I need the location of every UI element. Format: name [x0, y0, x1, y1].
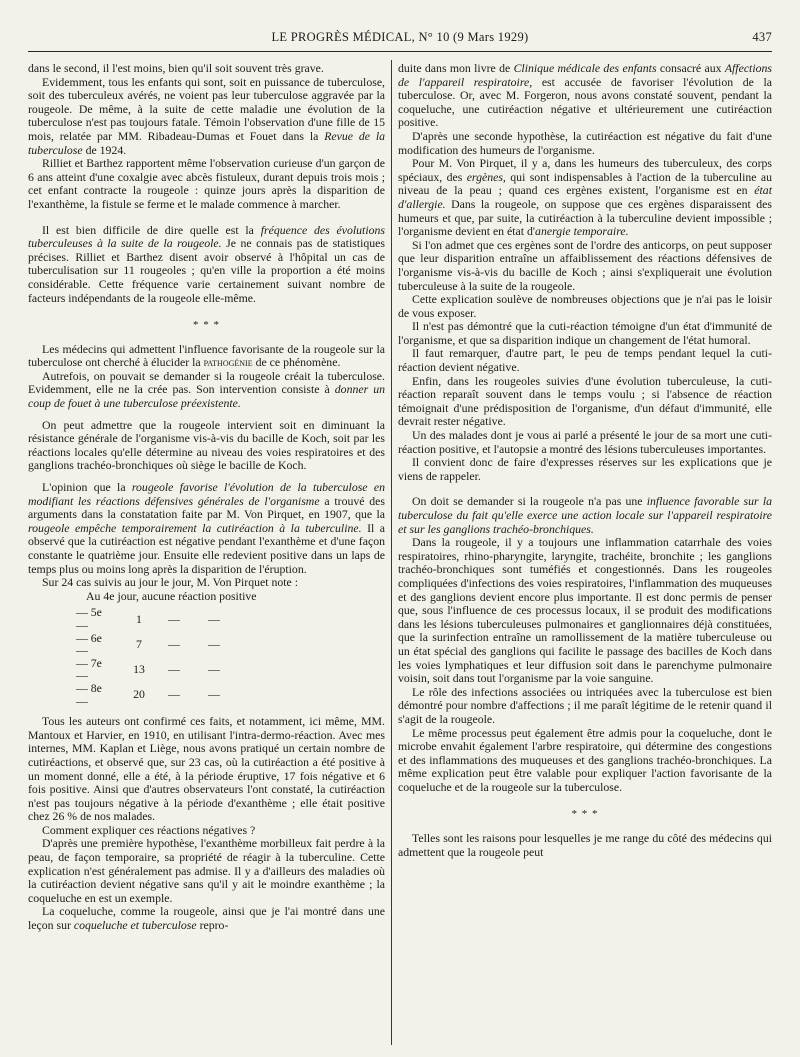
paragraph: Il n'est pas démontré que la cuti-réaction témoigne d'un état d'immunité de l'organisme, et que sa disparition indique un changement de l'état humoral.	[398, 319, 772, 347]
paragraph: Enfin, dans les rougeoles suivies d'une évolution tuberculeuse, la cuti-réaction reparaît souvent dans le temps voulu ; si l'absence de réaction témoignait d'une prédisposition de l'organisme, d'un défaut d'immunité, elle devrait rester négative.	[398, 373, 772, 429]
table-row: — 8e — 20 — —	[76, 680, 220, 708]
section-separator: * * *	[193, 319, 220, 332]
paragraph: Evidemment, tous les enfants qui sont, soit en puissance de tuberculose, soit des tuberculeux avérés, ne voient pas leur tuberculose aggravée par la rougeole. De même, à la suite de cette maladie une évolution de la tuberculose n'est pas toujours fatale. Témoin l'observation d'une fille de 15 mois, relatée par MM. Ribadeau-Dumas et Fouet dans la Revue de la tuberculose de 1924.	[28, 74, 386, 157]
paragraph: L'opinion que la rougeole favorise l'évolution de la tuberculose en modifiant les réactions défensives générales de l'organisme a trouvé des arguments dans la constatation faite par M. Von Pirquet, en 1907, que la rougeole empêche temporairement la cutiréaction à la tuberculine. Il a observé que la cutiréaction est négative pendant l'exanthème et d'une façon constante le quatrième jour. Ensuite elle redevient positive dans un laps de temps plus ou moins long après la disparition de l'éruption.	[28, 480, 386, 576]
journal-title: LE PROGRÈS MÉDICAL, N° 10 (9 Mars 1929)	[271, 30, 529, 44]
paragraph: dans le second, il l'est moins, bien qu'il soit souvent très grave.	[28, 61, 324, 75]
left-column	[28, 62, 385, 933]
pirquet-table	[76, 606, 258, 707]
paragraph: Si l'on admet que ces ergènes sont de l'ordre des anticorps, on peut supposer que leur disparition entraîne un affaiblissement des réactions défensives de l'organisme vis-à-vis du bacille de Koch ; ainsi s'expliquerait une évolution tuberculeuse à la suite de la rougeole.	[398, 237, 772, 293]
table-row: — 6e — 7 — —	[76, 630, 220, 658]
column-divider	[391, 60, 392, 1045]
paragraph: Tous les auteurs ont confirmé ces faits, et notamment, ici même, MM. Mantoux et Harvier, en 1910, en utilisant l'intra-dermo-réaction. Avec mes internes, MM. Kaplan et Liège, nous avons pratiqué un certain nombre de cutiréactions, et observé que, sur 23 cas, où la cutiréaction a été positive à un moment donné, elle a été, à la période éruptive, 17 fois négative et 6 fois positive. Ainsi que d'autres observateurs l'ont constaté, la cutiréaction n'est pas toujours négative à la période d'exanthème ; elle était positive chez 26 % de nos malades.	[28, 714, 385, 824]
paragraph: On peut admettre que la rougeole intervient soit en diminuant la résistance générale de l'organisme vis-à-vis du bacille de Koch, soit par les réactions locales qu'elle détermine au niveau des voies respiratoires et des ganglions trachéo-bronchiques où siège le bacille de Koch.	[28, 417, 385, 473]
paragraph: Les médecins qui admettent l'influence favorisante de la rougeole sur la tuberculose ont cherché à élucider la pathogénie de ce phénomène.	[28, 341, 385, 370]
paragraph: Comment expliquer ces réactions négatives ?	[42, 822, 256, 837]
paragraph: Il convient donc de faire d'expresses réserves sur les explications que je viens de rappeler.	[398, 455, 772, 483]
paragraph: Pour M. Von Pirquet, il y a, dans les humeurs des tuberculeux, des corps spéciaux, des ergènes, qui sont indispensables à l'action de la tuberculine au niveau de la peau ; quand ces ergènes existent, l'organisme est en état d'allergie. Dans la rougeole, on suppose que ces ergènes disparaissent des humeurs et que, par suite, la cutiréaction à la tuberculine devient impossible ; l'organisme devient en état d'anergie temporaire.	[398, 156, 773, 239]
paragraph: duite dans mon livre de Clinique médicale des enfants consacré aux Affections de l'appareil respiratoire, est accusée de favoriser l'évolution de la tuberculose. Or, avec M. Forgeron, nous avons constaté souvent, pendant la coqueluche, une cutiréaction négative et ultérieurement une cutiréaction positive.	[398, 61, 773, 130]
paragraph: Rilliet et Barthez rapportent même l'observation curieuse d'un garçon de 6 ans atteint d'une coxalgie avec abcès fistuleux, durant depuis trois mois ; cet enfant contracte la rougeole : quinze jours après la disparition de l'exanthème, la fistule se ferme et le malade commence à marcher.	[28, 156, 385, 211]
paragraph: Le même processus peut également être admis pour la coqueluche, dont le microbe envahit également l'arbre respiratoire, qui détermine des congestions et des inflammations des muqueuses et des ganglions trachéo-bronchiques. La même explication peut être valable pour expliquer l'action favorisante de la coqueluche et de la rougeole sur la tuberculose.	[398, 725, 772, 794]
paragraph: Un des malades dont je vous ai parlé a présenté le jour de sa mort une cuti-réaction positive, et l'autopsie a montré des lésions tuberculeuses importantes.	[398, 428, 772, 456]
header-rule	[28, 51, 772, 52]
paragraph: Telles sont les raisons pour lesquelles je me range du côté des médecins qui admettent que la rougeole peut	[398, 831, 772, 859]
table-header: Au 4e jour, aucune réaction positive	[86, 588, 257, 603]
table-row: — 5e — 1 — —	[76, 605, 220, 632]
table-row: — 7e — 13 — —	[76, 655, 220, 683]
paragraph: D'après une seconde hypothèse, la cutiréaction est négative du fait d'une modification des humeurs de l'organisme.	[398, 128, 772, 157]
page-header	[28, 30, 772, 48]
paragraph: On doit se demander si la rougeole n'a pas une influence favorable sur la tuberculose du fait qu'elle exerce une action locale sur l'appareil respiratoire et sur les ganglions trachéo-bronchiques.	[398, 494, 772, 536]
right-column	[398, 62, 772, 859]
paragraph: Il faut remarquer, d'autre part, le peu de temps pendant lequel la cuti-réaction devient négative.	[398, 346, 772, 375]
paragraph: Cette explication soulève de nombreuses objections que je n'ai pas le loisir de vous exposer.	[398, 292, 772, 320]
section-separator: * * *	[571, 808, 599, 821]
paragraph: Il est bien difficile de dire quelle est la fréquence des évolutions tuberculeuses à la suite de la rougeole. Je ne connais pas de statistiques précises. Rilliet et Barthez disent avoir observé à l'hôpital un cas de tuberculisation sur 11 rougeoles ; qu'en ville la proportion a été moins considérable. Cette fréquence varie certainement suivant nombre de facteurs indépendants de la rougeole elle-même.	[28, 222, 386, 305]
page-number: 437	[752, 30, 772, 44]
paragraph: Autrefois, on pouvait se demander si la rougeole créait la tuberculose. Evidemment, elle ne la crée pas. Son intervention consiste à donner un coup de fouet à une tuberculose préexistente.	[28, 368, 385, 411]
paragraph: Le rôle des infections associées ou intriquées avec la tuberculose est bien démontré pour nombre d'affections ; il me paraît légitime de le retenir quand il s'agit de la rougeole.	[398, 684, 772, 726]
paragraph: Sur 24 cas suivis au jour le jour, M. Von Pirquet note :	[42, 575, 298, 590]
paragraph: La coqueluche, comme la rougeole, ainsi que je l'ai montré dans une leçon sur coqueluche et tuberculose repro-	[28, 904, 385, 933]
paragraph: D'après une première hypothèse, l'exanthème morbilleux fait perdre à la peau, de façon temporaire, sa propriété de réagir à la tuberculine. Cette explication n'est généralement pas admise. Il y a d'ailleurs des maladies où la cutiréaction devient négative sans qu'il y ait le moindre exanthème ; la coqueluche en est un exemple.	[28, 836, 385, 905]
paragraph: Dans la rougeole, il y a toujours une inflammation catarrhale des voies respiratoires, rhino-pharyngite, laryngite, trachéite, bronchite ; les ganglions trachéo-bronchiques sont tuméfiés et congestionnés. Dans les rougeoles compliquées d'infections des voies respiratoires, l'inflammation des muqueuses et des ganglions devient encore plus importante. Il est donc permis de penser que, sous l'influence de ces processus locaux, il se produit des modifications dans les lésions tuberculeuses pulmonaires et ganglionnaires déjà constituées, que la surinfection entraîne un ramollissement de la matière tuberculeuse ou un état spécial des ganglions qui facilite le passage des bacilles de Koch dans les voies lymphatiques et leur diffusion soit dans le parenchyme pulmonaire voisin, soit dans tout l'organisme par la voie sanguine.	[398, 535, 772, 686]
